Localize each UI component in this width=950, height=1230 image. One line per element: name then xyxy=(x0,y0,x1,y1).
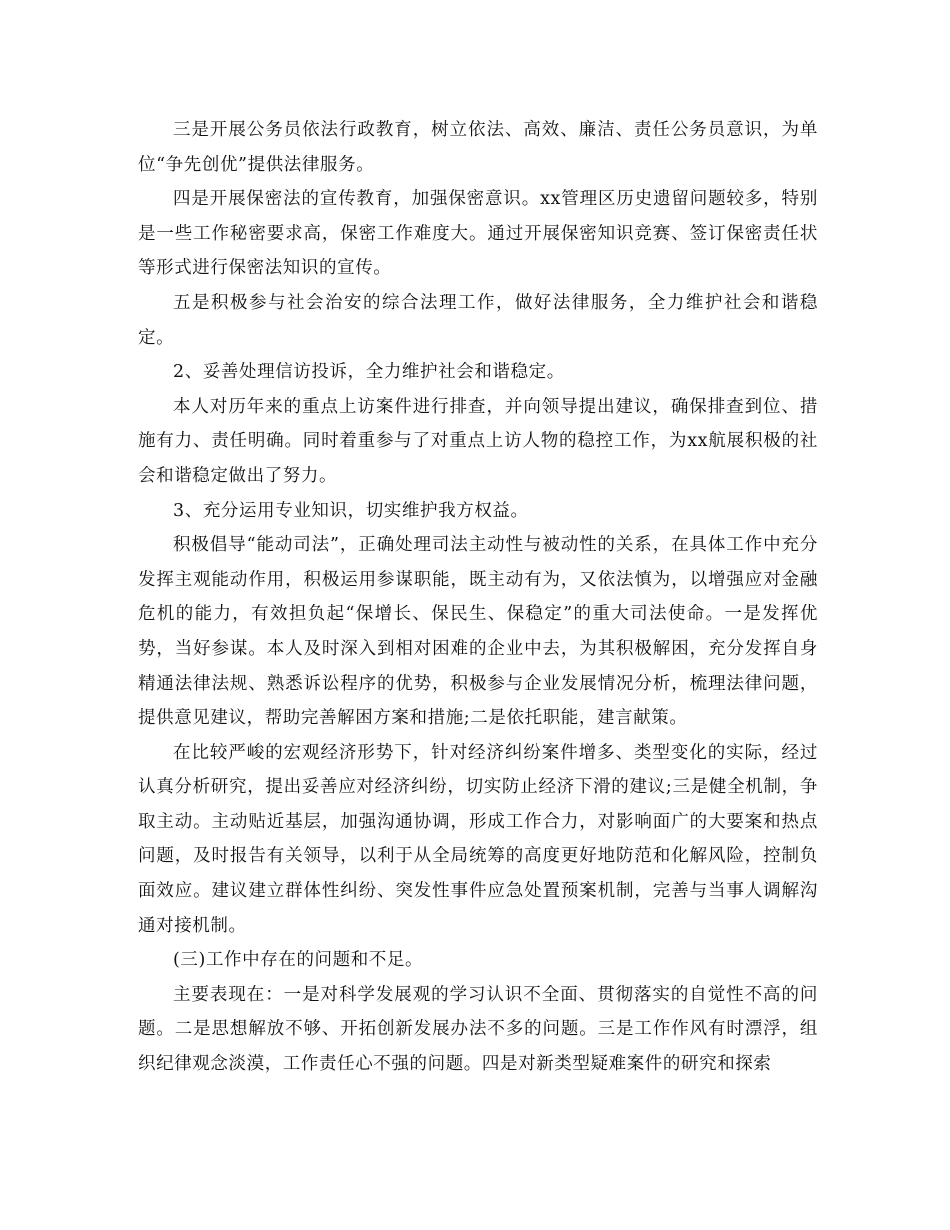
paragraph-4-heading: 2、妥善处理信访投诉，全力维护社会和谐稳定。 xyxy=(173,362,565,383)
paragraph-1: 三是开展公务员依法行政教育，树立依法、高效、廉洁、责任公务员意识，为单位“争先创优”提供法律服务。 xyxy=(138,120,818,175)
document-page xyxy=(138,113,818,1082)
paragraph-6-heading: 3、充分运用专业知识，切实维护我方权益。 xyxy=(173,500,529,521)
paragraph-7: 积极倡导“能动司法”，正确处理司法主动性与被动性的关系，在具体工作中充分发挥主观能动作用，积极运用参谋职能，既主动有为，又依法慎为，以增强应对金融危机的能力，有效担负起“保增长、保民生、保稳定”的重大司法使命。一是发挥优势，当好参谋。本人及时深入到相对困难的企业中去，为其积极解困，充分发挥自身精通法律法规、熟悉诉讼程序的优势，积极参与企业发展情况分析，梳理法律问题，提供意见建议，帮助完善解困方案和措施;二是依托职能，建言献策。 xyxy=(138,535,818,729)
paragraph-8: 在比较严峻的宏观经济形势下，针对经济纠纷案件增多、类型变化的实际，经过认真分析研究，提出妥善应对经济纠纷，切实防止经济下滑的建议;三是健全机制，争取主动。主动贴近基层，加强沟通协调，形成工作合力，对影响面广的大要案和热点问题，及时报告有关领导，以利于从全局统筹的高度更好地防范和化解风险，控制负面效应。建议建立群体性纠纷、突发性事件应急处置预案机制，完善与当事人调解沟通对接机制。 xyxy=(138,742,818,936)
paragraph-5: 本人对历年来的重点上访案件进行排查，并向领导提出建议，确保排查到位、措施有力、责任明确。同时着重参与了对重点上访人物的稳控工作，为xx航展积极的社会和谐稳定做出了努力。 xyxy=(138,396,818,486)
paragraph-3: 五是积极参与社会治安的综合法理工作，做好法律服务，全力维护社会和谐稳定。 xyxy=(138,292,818,348)
paragraph-2: 四是开展保密法的宣传教育，加强保密意识。xx管理区历史遗留问题较多，特别是一些工作秘密要求高，保密工作难度大。通过开展保密知识竞赛、签订保密责任状等形式进行保密法知识的宣传。 xyxy=(138,189,818,279)
paragraph-10: 主要表现在：一是对科学发展观的学习认识不全面、贯彻落实的自觉性不高的问题。二是思想解放不够、开拓创新发展办法不多的问题。三是工作作风有时漂浮，组织纪律观念淡漠，工作责任心不强的问题。四是对新类型疑难案件的研究和探索 xyxy=(138,984,818,1075)
paragraph-9-heading: (三)工作中存在的问题和不足。 xyxy=(173,950,424,971)
